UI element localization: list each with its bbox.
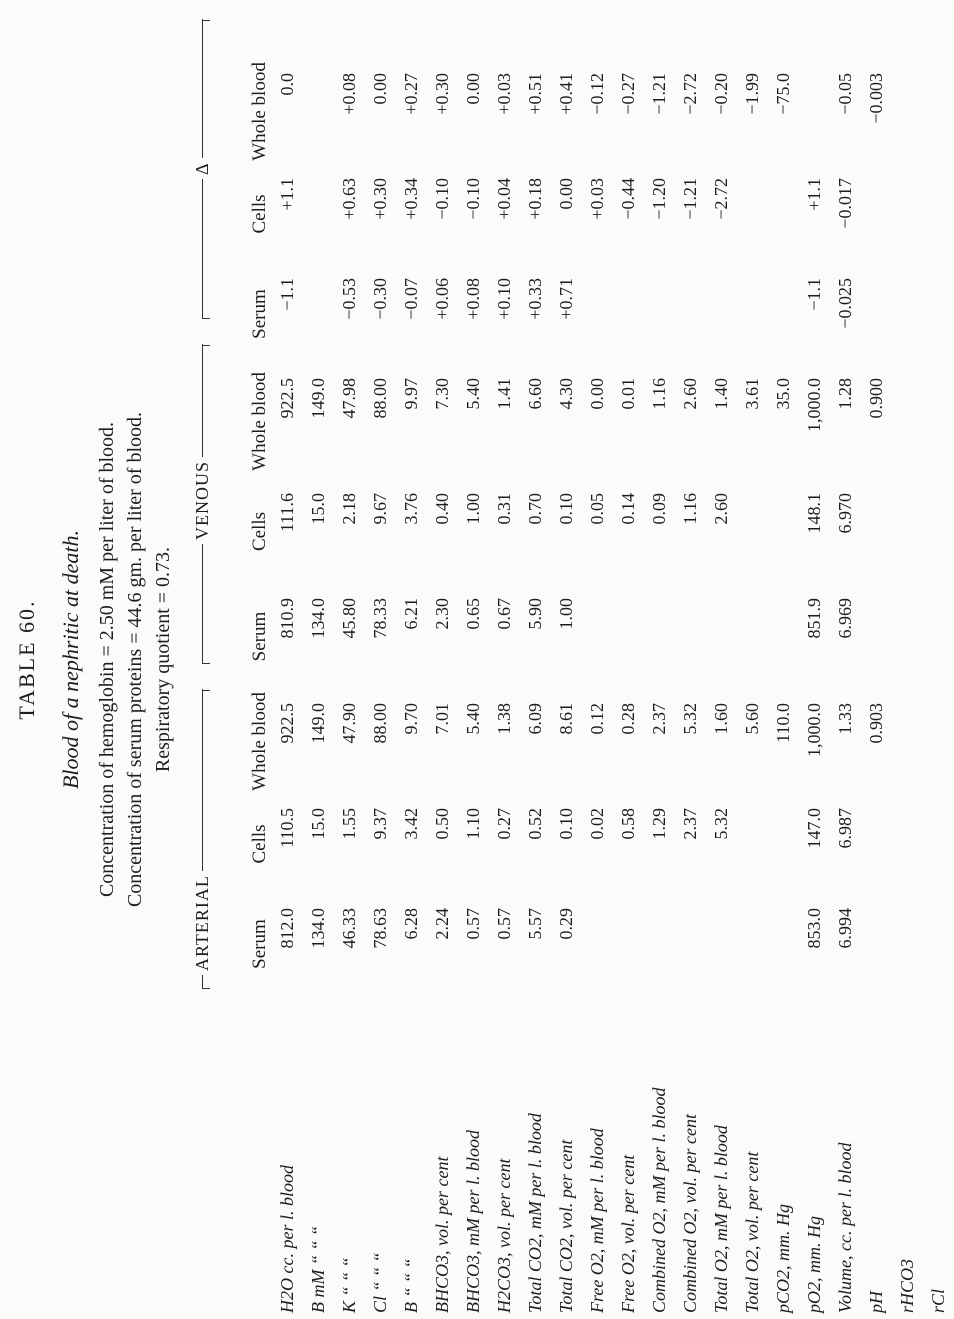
table-cell: [861, 794, 892, 894]
table-cell: 47.98: [339, 378, 359, 419]
table-row: [582, 59, 613, 1319]
table-cell: 6.28: [401, 908, 421, 940]
table-cell: +0.04: [494, 178, 514, 220]
table-cell: −1.1: [804, 278, 824, 311]
table-cell: +0.03: [494, 73, 514, 115]
table-cell: [923, 794, 954, 894]
row-label: Total O2, mM per l. blood: [711, 1125, 731, 1313]
table-row: [861, 59, 892, 1319]
row-label: Combined O2, mM per l. blood: [649, 1087, 669, 1313]
table-cell: +0.03: [587, 178, 607, 220]
table-cell: −0.07: [401, 278, 421, 320]
row-label: Combined O2, vol. per cent: [680, 1114, 700, 1313]
table-cell: 0.57: [463, 908, 483, 940]
table-cell: 8.61: [556, 703, 576, 735]
table-cell: 9.67: [370, 493, 390, 525]
table-cell: 149.0: [308, 703, 328, 744]
table-cell: 0.57: [494, 908, 514, 940]
table-cell: +0.34: [401, 178, 421, 220]
table-cell: [799, 59, 830, 164]
table-cell: 9.97: [401, 378, 421, 410]
table-cell: [706, 894, 737, 994]
table-cell: 6.09: [525, 703, 545, 735]
note-hemoglobin: Concentration of hemoglobin = 2.50 mM per liter of blood.: [96, 421, 118, 898]
table-cell: 134.0: [308, 908, 328, 949]
col-header: Cells: [249, 824, 270, 864]
col-header: Whole blood: [249, 372, 270, 471]
row-label: Total CO2, vol. per cent: [556, 1139, 576, 1313]
table-cell: [737, 584, 768, 689]
table-cell: −2.72: [680, 73, 700, 115]
table-cell: 5.60: [742, 703, 762, 735]
table-row: [675, 59, 706, 1319]
table-row: [737, 59, 768, 1319]
table-cell: 1.55: [339, 808, 359, 840]
table-cell: 6.21: [401, 598, 421, 630]
table-cell: −1.99: [742, 73, 762, 115]
table-cell: 4.30: [556, 378, 576, 410]
column-header-row: [214, 59, 272, 1319]
table-cell: 0.40: [432, 493, 452, 525]
col-header: Whole blood: [249, 692, 270, 791]
table-row: [458, 59, 489, 1319]
data-table: [214, 59, 954, 1319]
table-cell: +0.71: [556, 278, 576, 320]
table-cell: 0.70: [525, 493, 545, 525]
table-cell: 9.37: [370, 808, 390, 840]
table-cell: 110.0: [773, 703, 793, 743]
table-cell: −0.10: [432, 178, 452, 220]
group-header-venous: [192, 344, 214, 664]
table-cell: +1.1: [804, 178, 824, 211]
table-cell: [892, 479, 923, 584]
table-body: [272, 59, 954, 1319]
table-cell: +0.30: [432, 73, 452, 115]
row-label: Total CO2, mM per l. blood: [525, 1113, 545, 1313]
group-label-delta: Δ: [192, 158, 213, 179]
table-cell: 2.60: [711, 493, 731, 525]
table-cell: 3.42: [401, 808, 421, 840]
row-label: B mM “ “ “: [308, 1225, 328, 1313]
table-cell: 148.1: [804, 493, 824, 534]
table-cell: [923, 689, 954, 794]
table-cell: −0.53: [339, 278, 359, 320]
table-cell: [923, 264, 954, 364]
table-cell: [768, 479, 799, 584]
table-row: [272, 59, 303, 1319]
table-cell: [613, 584, 644, 689]
table-cell: 1.40: [711, 378, 731, 410]
note-serum-proteins: Concentration of serum proteins = 44.6 gm. per liter of blood.: [124, 411, 146, 908]
table-row: [520, 59, 551, 1319]
table-cell: 1.16: [680, 493, 700, 525]
table-cell: 2.18: [339, 493, 359, 525]
table-cell: −75.0: [773, 73, 793, 115]
table-cell: 0.29: [556, 908, 576, 940]
table-row: [489, 59, 520, 1319]
table-cell: 0.10: [556, 808, 576, 840]
col-header: Serum: [249, 611, 270, 662]
table-cell: 88.00: [370, 703, 390, 744]
table-cell: 1.41: [494, 378, 514, 410]
col-header: Cells: [249, 194, 270, 234]
col-header: Serum: [249, 919, 270, 969]
table-cell: 15.0: [308, 493, 328, 525]
table-cell: 0.27: [494, 808, 514, 840]
table-cell: [706, 264, 737, 364]
table-cell: 0.00: [370, 73, 390, 105]
table-cell: 7.01: [432, 703, 452, 735]
table-cell: [892, 364, 923, 479]
table-cell: [737, 479, 768, 584]
table-cell: [923, 364, 954, 479]
table-cell: [613, 894, 644, 994]
table-cell: −0.05: [835, 73, 855, 115]
table-cell: [737, 894, 768, 994]
table-cell: 134.0: [308, 598, 328, 639]
table-cell: 149.0: [308, 378, 328, 419]
table-cell: 0.0: [277, 73, 297, 96]
row-label: Free O2, vol. per cent: [618, 1154, 638, 1313]
row-label: BHCO3, vol. per cent: [432, 1156, 452, 1313]
table-cell: 0.52: [525, 808, 545, 840]
table-cell: +0.18: [525, 178, 545, 220]
table-cell: 2.37: [680, 808, 700, 840]
table-cell: 1.16: [649, 378, 669, 410]
table-cell: 5.32: [711, 808, 731, 840]
table-cell: 922.5: [277, 378, 297, 419]
row-label: Cl “ “ “: [370, 1252, 390, 1313]
table-cell: 46.33: [339, 908, 359, 949]
table-cell: 1,000.0: [804, 703, 824, 757]
group-label-venous: VENOUS: [192, 457, 213, 544]
table-cell: 110.5: [277, 808, 297, 848]
table-cell: [892, 59, 923, 164]
table-cell: 45.80: [339, 598, 359, 639]
table-cell: 853.0: [804, 908, 824, 949]
table-cell: 5.90: [525, 598, 545, 630]
table-cell: −1.1: [277, 278, 297, 311]
group-header-arterial: [192, 689, 214, 989]
table-cell: −1.21: [649, 73, 669, 115]
table-cell: [768, 794, 799, 894]
table-cell: 1.33: [835, 703, 855, 735]
table-cell: [768, 264, 799, 364]
table-cell: [861, 479, 892, 584]
table-row: [365, 59, 396, 1319]
table-cell: 6.970: [835, 493, 855, 534]
table-cell: 9.70: [401, 703, 421, 735]
table-cell: [675, 584, 706, 689]
table-cell: 1.10: [463, 808, 483, 840]
table-caption: Blood of a nephritic at death.: [58, 529, 83, 790]
group-label-arterial: ARTERIAL: [192, 871, 213, 975]
table-cell: 5.40: [463, 703, 483, 735]
table-cell: [706, 584, 737, 689]
table-cell: 0.58: [618, 808, 638, 840]
table-cell: +0.08: [339, 73, 359, 115]
table-cell: [582, 264, 613, 364]
table-cell: −0.017: [835, 178, 855, 229]
table-cell: 0.50: [432, 808, 452, 840]
table-cell: 6.994: [835, 908, 855, 949]
row-label: H2O cc. per l. blood: [277, 1165, 297, 1313]
table-cell: −0.30: [370, 278, 390, 320]
table-cell: [923, 479, 954, 584]
row-label: rCl: [928, 1288, 948, 1313]
table-row: [892, 59, 923, 1319]
table-cell: 6.969: [835, 598, 855, 639]
table-cell: 111.6: [277, 493, 297, 533]
table-cell: [644, 264, 675, 364]
table-cell: 0.02: [587, 808, 607, 840]
table-cell: [737, 264, 768, 364]
table-cell: [861, 584, 892, 689]
table-cell: [892, 584, 923, 689]
table-cell: [892, 794, 923, 894]
table-cell: 5.40: [463, 378, 483, 410]
table-cell: [613, 264, 644, 364]
table-cell: [861, 264, 892, 364]
row-label: H2CO3, vol. per cent: [494, 1158, 514, 1313]
table-cell: [768, 584, 799, 689]
table-cell: 0.28: [618, 703, 638, 735]
table-cell: [675, 264, 706, 364]
row-label: pCO2, mm. Hg: [773, 1203, 793, 1313]
table-cell: 0.65: [463, 598, 483, 630]
table-cell: −1.20: [649, 178, 669, 220]
table-cell: [737, 794, 768, 894]
table-cell: −2.72: [711, 178, 731, 220]
table-cell: −0.025: [835, 278, 855, 329]
table-cell: [892, 689, 923, 794]
group-header-delta: [192, 19, 214, 319]
table-cell: 3.61: [742, 378, 762, 410]
table-cell: 851.9: [804, 598, 824, 639]
table-cell: 35.0: [773, 378, 793, 410]
row-label: Free O2, mM per l. blood: [587, 1128, 607, 1313]
table-row: [830, 59, 861, 1319]
table-cell: +0.33: [525, 278, 545, 320]
col-header: Whole blood: [249, 62, 270, 161]
table-cell: −0.10: [463, 178, 483, 220]
table-cell: 0.01: [618, 378, 638, 410]
table-cell: 2.24: [432, 908, 452, 940]
table-cell: 0.14: [618, 493, 638, 525]
row-label: BHCO3, mM per l. blood: [463, 1130, 483, 1313]
table-cell: [675, 894, 706, 994]
table-cell: 78.33: [370, 598, 390, 639]
table-cell: [892, 264, 923, 364]
table-cell: 3.76: [401, 493, 421, 525]
table-cell: 2.60: [680, 378, 700, 410]
table-cell: 6.60: [525, 378, 545, 410]
table-row: [923, 59, 954, 1319]
table-cell: [303, 264, 334, 364]
table-cell: +0.27: [401, 73, 421, 115]
header-blank: [214, 994, 272, 1319]
table-row: [334, 59, 365, 1319]
table-cell: 0.00: [587, 378, 607, 410]
table-cell: +0.51: [525, 73, 545, 115]
table-cell: 810.9: [277, 598, 297, 639]
table-cell: +0.06: [432, 278, 452, 320]
table-cell: +0.41: [556, 73, 576, 115]
table-number: TABLE 60.: [14, 599, 39, 720]
table-cell: 147.0: [804, 808, 824, 849]
table-cell: [644, 584, 675, 689]
table-row: [644, 59, 675, 1319]
col-header: Serum: [249, 289, 270, 339]
table-cell: 1.38: [494, 703, 514, 735]
table-cell: [892, 894, 923, 994]
table-cell: [582, 584, 613, 689]
table-cell: 0.10: [556, 493, 576, 525]
table-row: [706, 59, 737, 1319]
row-label: pH: [866, 1291, 886, 1313]
table-cell: [861, 894, 892, 994]
table-cell: 1.60: [711, 703, 731, 735]
table-cell: 6.987: [835, 808, 855, 849]
table-cell: −1.21: [680, 178, 700, 220]
table-cell: 1,000.0: [804, 378, 824, 432]
table-cell: [923, 584, 954, 689]
row-label: B “ “ “: [401, 1258, 421, 1313]
table-cell: 88.00: [370, 378, 390, 419]
table-cell: [892, 164, 923, 264]
table-cell: [923, 894, 954, 994]
table-cell: 2.37: [649, 703, 669, 735]
table-cell: 0.903: [866, 703, 886, 744]
table-cell: 0.00: [463, 73, 483, 105]
table-cell: 1.29: [649, 808, 669, 840]
table-cell: [582, 894, 613, 994]
note-respiratory-quotient: Respiratory quotient = 0.73.: [152, 546, 174, 773]
table-row: [427, 59, 458, 1319]
table-row: [303, 59, 334, 1319]
table-cell: 5.57: [525, 908, 545, 940]
table-cell: +1.1: [277, 178, 297, 211]
row-label: K “ “ “: [339, 1257, 359, 1313]
table-cell: −0.003: [866, 73, 886, 124]
table-cell: [923, 164, 954, 264]
table-cell: 0.05: [587, 493, 607, 525]
table-cell: 0.12: [587, 703, 607, 735]
table-cell: −0.27: [618, 73, 638, 115]
table-cell: 5.32: [680, 703, 700, 735]
table-cell: [861, 164, 892, 264]
table-cell: 7.30: [432, 378, 452, 410]
table-cell: 1.00: [463, 493, 483, 525]
table-row: [768, 59, 799, 1319]
table-cell: 78.63: [370, 908, 390, 949]
row-label: pO2, mm. Hg: [804, 1216, 824, 1313]
table-cell: 0.00: [556, 178, 576, 210]
row-label: rHCO3: [897, 1258, 917, 1313]
table-cell: +0.08: [463, 278, 483, 320]
table-cell: 15.0: [308, 808, 328, 840]
table-cell: +0.63: [339, 178, 359, 220]
table-cell: +0.10: [494, 278, 514, 320]
table-cell: [923, 59, 954, 164]
table-row: [799, 59, 830, 1319]
table-cell: [303, 59, 334, 164]
table-cell: [768, 164, 799, 264]
table-cell: 0.900: [866, 378, 886, 419]
table-row: [613, 59, 644, 1319]
table-row: [551, 59, 582, 1319]
table-cell: [644, 894, 675, 994]
table-cell: −0.20: [711, 73, 731, 115]
table-cell: 0.09: [649, 493, 669, 525]
table-cell: 1.28: [835, 378, 855, 410]
table-cell: [768, 894, 799, 994]
table-cell: 2.30: [432, 598, 452, 630]
row-label: Total O2, vol. per cent: [742, 1151, 762, 1313]
col-header: Cells: [249, 511, 270, 552]
row-label: Volume, cc. per l. blood: [835, 1142, 855, 1313]
table-cell: 812.0: [277, 908, 297, 949]
table-cell: 1.00: [556, 598, 576, 630]
table-cell: −0.12: [587, 73, 607, 115]
table-cell: 47.90: [339, 703, 359, 744]
table-cell: 922.5: [277, 703, 297, 744]
table-cell: +0.30: [370, 178, 390, 220]
table-cell: 0.31: [494, 493, 514, 525]
table-cell: [303, 164, 334, 264]
table-cell: [737, 164, 768, 264]
table-row: [396, 59, 427, 1319]
table-cell: −0.44: [618, 178, 638, 220]
table-cell: 0.67: [494, 598, 514, 630]
